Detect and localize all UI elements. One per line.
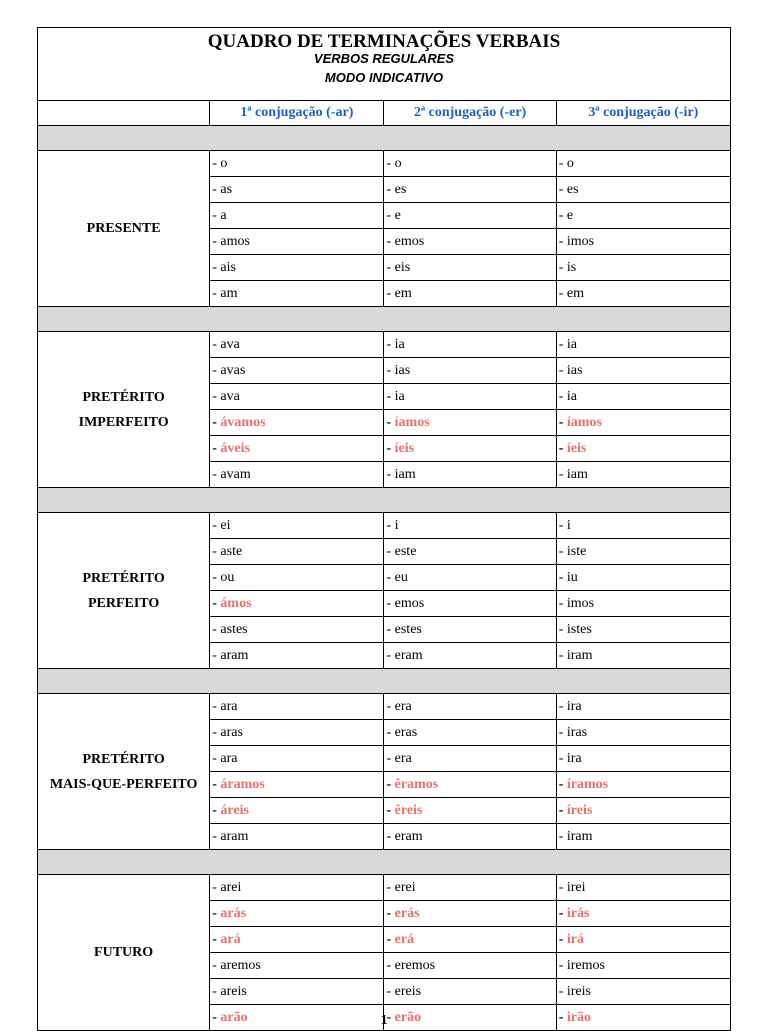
ending-text: emos — [394, 233, 425, 249]
ending-cell-ar: - áramos — [210, 772, 384, 798]
ending-cell-er: - íamos — [384, 410, 556, 436]
ending-cell-ar: - ámos — [210, 591, 384, 617]
ending-text: aram — [220, 647, 249, 663]
title-cell — [38, 28, 731, 71]
ending-cell-ar: - ei — [210, 513, 384, 539]
ending-cell-ir: - irei — [556, 875, 730, 901]
ending-cell-ir: - iram — [556, 643, 730, 669]
ending-text: êreis — [394, 802, 423, 818]
ending-text: ias — [566, 362, 583, 378]
ending-cell-ar: - a — [210, 203, 384, 229]
ending-cell-ar: - aram — [210, 824, 384, 850]
ending-text: irá — [566, 931, 584, 947]
column-header-ir: 3ª conjugação (-ir) — [556, 101, 730, 126]
ending-text: áreis — [220, 802, 249, 818]
ending-text: este — [394, 543, 417, 559]
ending-cell-ir: - íreis — [556, 798, 730, 824]
ending-cell-ir: - ireis — [556, 979, 730, 1005]
ending-cell-ir: - iram — [556, 824, 730, 850]
tense-name-cell — [38, 875, 210, 1031]
separator-row — [38, 488, 731, 513]
ending-cell-er: - i — [384, 513, 556, 539]
ending-text: istes — [566, 621, 592, 637]
ending-cell-ir: - ira — [556, 694, 730, 720]
ending-text: ará — [220, 931, 241, 947]
ending-cell-ir: - irás — [556, 901, 730, 927]
ending-cell-ir: - irá — [556, 927, 730, 953]
column-header-er: 2ª conjugação (-er) — [384, 101, 556, 126]
ending-text: erás — [394, 905, 420, 921]
ending-text: ámos — [220, 595, 252, 611]
ending-text: ereis — [394, 983, 422, 999]
separator-row — [38, 850, 731, 875]
ending-cell-er: - ias — [384, 358, 556, 384]
tense-name-line: PRETÉRITO — [82, 570, 165, 586]
ending-cell-ir: - íeis — [556, 436, 730, 462]
ending-text: ia — [394, 388, 405, 404]
ending-text: eu — [394, 569, 408, 585]
ending-text: amos — [220, 233, 250, 249]
ending-cell-ar: - áreis — [210, 798, 384, 824]
ending-text: as — [220, 181, 233, 197]
ending-cell-ir: - íamos — [556, 410, 730, 436]
ending-text: em — [394, 285, 412, 301]
ending-text: o — [394, 155, 402, 171]
ending-text: arás — [220, 905, 247, 921]
ending-cell-er: - o — [384, 151, 556, 177]
ending-cell-er: - eremos — [384, 953, 556, 979]
ending-cell-ar: - ais — [210, 255, 384, 281]
ending-cell-ar: - ava — [210, 332, 384, 358]
ending-cell-ir: - iremos — [556, 953, 730, 979]
ending-row — [38, 875, 731, 901]
column-header-row — [38, 101, 731, 126]
tense-name-line: PERFEITO — [87, 595, 160, 611]
ending-cell-ar: - arei — [210, 875, 384, 901]
ending-text: aras — [220, 724, 243, 740]
page-number: 1 — [380, 1013, 388, 1028]
ending-text: a — [220, 207, 227, 223]
ending-cell-er: - iam — [384, 462, 556, 488]
ending-cell-ar: - o — [210, 151, 384, 177]
separator-row — [38, 307, 731, 332]
ending-text: ara — [220, 698, 238, 714]
ending-cell-ir: - iam — [556, 462, 730, 488]
ending-cell-ar: - ara — [210, 694, 384, 720]
ending-text: emos — [394, 595, 425, 611]
ending-text: irão — [566, 1009, 591, 1025]
ending-cell-er: - erei — [384, 875, 556, 901]
ending-cell-ar: - ou — [210, 565, 384, 591]
ending-cell-er: - emos — [384, 229, 556, 255]
ending-cell-er: - eram — [384, 643, 556, 669]
ending-cell-er: - e — [384, 203, 556, 229]
ending-cell-ar: - avas — [210, 358, 384, 384]
ending-text: iremos — [566, 957, 605, 973]
ending-cell-ar: - ava — [210, 384, 384, 410]
ending-text: eis — [394, 259, 411, 275]
ending-cell-er: - êramos — [384, 772, 556, 798]
ending-text: avam — [220, 466, 251, 482]
ending-text: ava — [220, 336, 240, 352]
tense-name-cell — [38, 151, 210, 307]
ending-text: ei — [220, 517, 231, 533]
ending-cell-er: - ia — [384, 332, 556, 358]
separator-row — [38, 126, 731, 151]
page-title: QUADRO DE TERMINAÇÕES VERBAIS — [207, 31, 561, 52]
ending-cell-er: - era — [384, 694, 556, 720]
ending-text: era — [394, 750, 412, 766]
ending-cell-er: - eram — [384, 824, 556, 850]
ending-cell-ar: - aram — [210, 643, 384, 669]
ending-cell-ir: - e — [556, 203, 730, 229]
ending-text: erei — [394, 879, 416, 895]
tense-name-line: PRESENTE — [86, 221, 161, 236]
ending-text: em — [566, 285, 584, 301]
ending-text: o — [566, 155, 574, 171]
ending-cell-er: - em — [384, 281, 556, 307]
ending-text: ava — [220, 388, 240, 404]
ending-cell-er: - este — [384, 539, 556, 565]
ending-cell-ir: - imos — [556, 591, 730, 617]
ending-text: ou — [220, 569, 235, 585]
ending-text: ia — [566, 336, 577, 352]
ending-text: am — [220, 285, 238, 301]
ending-text: erá — [394, 931, 415, 947]
separator-cell — [38, 488, 731, 513]
ending-text: ávamos — [220, 414, 266, 430]
ending-cell-ar: - ara — [210, 746, 384, 772]
ending-cell-er: - erá — [384, 927, 556, 953]
ending-cell-ar: - as — [210, 177, 384, 203]
ending-cell-ar: - ávamos — [210, 410, 384, 436]
ending-cell-er: - estes — [384, 617, 556, 643]
tense-name-line: IMPERFEITO — [78, 414, 169, 430]
ending-text: irei — [566, 879, 586, 895]
ending-text: eram — [394, 828, 423, 844]
ending-text: íeis — [566, 440, 587, 456]
ending-cell-ir: - o — [556, 151, 730, 177]
ending-cell-ar: - ará — [210, 927, 384, 953]
ending-cell-er: - êreis — [384, 798, 556, 824]
ending-text: eras — [394, 724, 418, 740]
separator-cell — [38, 307, 731, 332]
ending-row — [38, 151, 731, 177]
ending-cell-ir: - es — [556, 177, 730, 203]
ending-cell-ir: - ia — [556, 384, 730, 410]
ending-cell-er: - eu — [384, 565, 556, 591]
ending-text: arei — [220, 879, 242, 895]
ending-cell-er: - erão — [384, 1005, 556, 1031]
ending-cell-er: - eis — [384, 255, 556, 281]
ending-text: ias — [394, 362, 411, 378]
ending-cell-ir: - is — [556, 255, 730, 281]
ending-cell-ar: - aremos — [210, 953, 384, 979]
tense-name-cell — [38, 694, 210, 850]
ending-text: íeis — [394, 440, 415, 456]
tense-name-line: PRETÉRITO — [82, 389, 165, 405]
ending-cell-ar: - amos — [210, 229, 384, 255]
mode-cell — [38, 70, 731, 101]
ending-cell-ir: - iste — [556, 539, 730, 565]
ending-text: e — [566, 207, 574, 223]
ending-cell-ir: - i — [556, 513, 730, 539]
ending-cell-er: - íeis — [384, 436, 556, 462]
ending-text: imos — [566, 595, 595, 611]
ending-text: íreis — [566, 802, 593, 818]
ending-row — [38, 513, 731, 539]
column-header-ar: 1ª conjugação (-ar) — [210, 101, 384, 126]
corner-cell — [38, 101, 210, 126]
ending-text: es — [566, 181, 579, 197]
title-row — [38, 28, 731, 71]
ending-text: íamos — [394, 414, 430, 430]
ending-cell-ir: - imos — [556, 229, 730, 255]
ending-cell-ir: - ias — [556, 358, 730, 384]
page-subtitle: VERBOS REGULARES — [313, 51, 455, 66]
tense-name-line: MAIS-QUE-PERFEITO — [49, 776, 198, 792]
separator-cell — [38, 850, 731, 875]
ending-cell-ar: - avam — [210, 462, 384, 488]
ending-text: es — [394, 181, 407, 197]
ending-text: iste — [566, 543, 587, 559]
ending-text: estes — [394, 621, 422, 637]
ending-text: areis — [220, 983, 247, 999]
ending-text: imos — [566, 233, 595, 249]
ending-text: iu — [566, 569, 578, 585]
ending-text: i — [566, 517, 571, 533]
mode-label: MODO INDICATIVO — [324, 70, 444, 85]
ending-cell-ir: - ia — [556, 332, 730, 358]
ending-cell-ar: - aras — [210, 720, 384, 746]
ending-text: eremos — [394, 957, 436, 973]
ending-text: is — [566, 259, 577, 275]
ending-text: iam — [566, 466, 588, 482]
ending-text: irás — [566, 905, 590, 921]
ending-cell-er: - era — [384, 746, 556, 772]
ending-text: iram — [566, 828, 593, 844]
ending-text: íamos — [566, 414, 602, 430]
ending-cell-ar: - áveis — [210, 436, 384, 462]
ending-cell-ir: - em — [556, 281, 730, 307]
ending-cell-ir: - iu — [556, 565, 730, 591]
ending-text: e — [394, 207, 401, 223]
ending-text: áramos — [220, 776, 265, 792]
ending-cell-er: - es — [384, 177, 556, 203]
separator-cell — [38, 669, 731, 694]
separator-row — [38, 669, 731, 694]
ending-text: ira — [566, 750, 582, 766]
ending-text: ira — [566, 698, 582, 714]
ending-cell-ir: - istes — [556, 617, 730, 643]
ending-text: iam — [394, 466, 416, 482]
ending-text: aremos — [220, 957, 261, 973]
ending-text: íramos — [566, 776, 609, 792]
mode-row — [38, 70, 731, 101]
ending-cell-ar: - astes — [210, 617, 384, 643]
ending-cell-ir: - irão — [556, 1005, 730, 1031]
ending-cell-ir: - íramos — [556, 772, 730, 798]
ending-text: ais — [220, 259, 236, 275]
ending-text: eram — [394, 647, 423, 663]
ending-text: iras — [566, 724, 588, 740]
ending-cell-ar: - am — [210, 281, 384, 307]
ending-text: avas — [220, 362, 246, 378]
ending-text: astes — [220, 621, 248, 637]
tense-name-line: FUTURO — [94, 945, 154, 960]
tense-name-cell — [38, 332, 210, 488]
ending-cell-ar: - aste — [210, 539, 384, 565]
ending-cell-er: - emos — [384, 591, 556, 617]
ending-row — [38, 694, 731, 720]
ending-row — [38, 332, 731, 358]
tense-name-line: PRETÉRITO — [82, 751, 165, 767]
ending-cell-ar: - arão — [210, 1005, 384, 1031]
ending-text: aram — [220, 828, 249, 844]
ending-cell-ar: - areis — [210, 979, 384, 1005]
ending-text: iram — [566, 647, 593, 663]
ending-text: áveis — [220, 440, 250, 456]
verb-endings-table — [37, 27, 731, 1031]
ending-text: arão — [220, 1009, 248, 1025]
ending-text: ara — [220, 750, 238, 766]
verb-endings-document — [37, 27, 731, 1031]
ending-text: ia — [394, 336, 405, 352]
ending-cell-er: - eras — [384, 720, 556, 746]
ending-text: o — [220, 155, 228, 171]
ending-cell-ir: - ira — [556, 746, 730, 772]
ending-text: ireis — [566, 983, 591, 999]
ending-text: ia — [566, 388, 577, 404]
ending-cell-ir: - iras — [556, 720, 730, 746]
ending-text: i — [394, 517, 399, 533]
ending-cell-ar: - arás — [210, 901, 384, 927]
ending-cell-er: - ia — [384, 384, 556, 410]
ending-text: erão — [394, 1009, 422, 1025]
ending-cell-er: - erás — [384, 901, 556, 927]
ending-text: aste — [220, 543, 243, 559]
tense-name-cell — [38, 513, 210, 669]
ending-cell-er: - ereis — [384, 979, 556, 1005]
ending-text: era — [394, 698, 412, 714]
separator-cell — [38, 126, 731, 151]
ending-text: êramos — [394, 776, 439, 792]
